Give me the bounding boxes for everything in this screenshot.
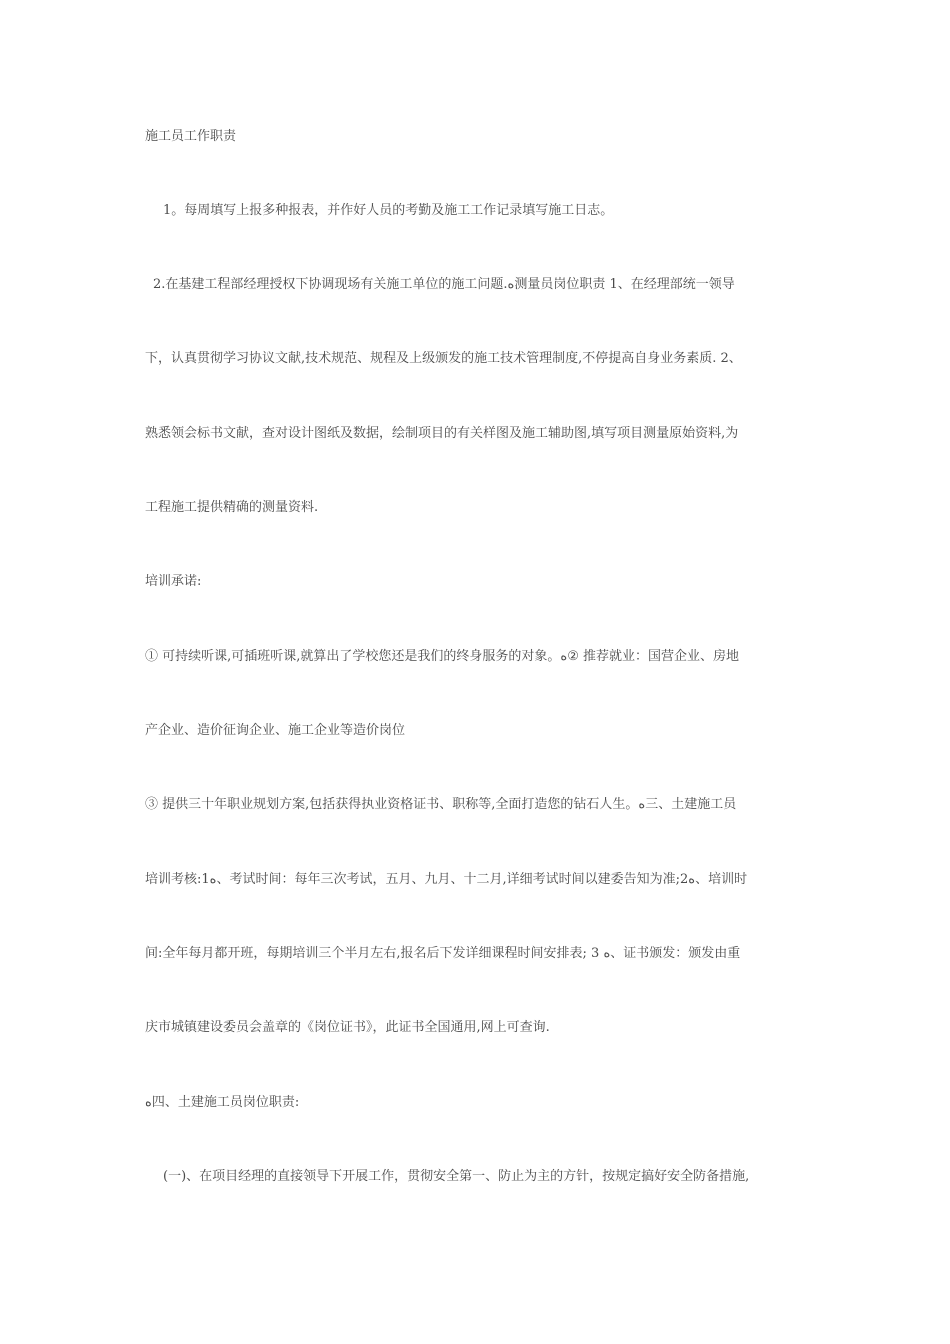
text-line: ① 可持续听课,可插班听课,就算出了学校您还是我们的终身服务的对象。ﻩ② 推荐就业：国营企业、房地 — [145, 649, 740, 664]
text-line: 熟悉领会标书文献，查对设计图纸及数据，绘制项目的有关样图及施工辅助图,填写项目测量原始资料,为 — [145, 426, 739, 441]
document-title: 施工员工作职责 — [145, 129, 237, 144]
text-line: 2.在基建工程部经理授权下协调现场有关施工单位的施工问题.ﻩ测量员岗位职责 1、在经理部统一领导 — [153, 277, 735, 292]
text-line: (一)、在项目经理的直接领导下开展工作，贯彻安全第一、防止为主的方针，按规定搞好安全防备措施, — [163, 1169, 750, 1184]
section-heading: 培训承诺: — [145, 574, 202, 589]
text-line: 工程施工提供精确的测量资料. — [145, 500, 319, 515]
text-line: 1。每周填写上报多种报表，并作好人员的考勤及施工工作记录填写施工日志。 — [163, 203, 614, 218]
text-line: ③ 提供三十年职业规划方案,包括获得执业资格证书、职称等,全面打造您的钻石人生。ﻩ三、土建施工员 — [145, 797, 737, 812]
text-line: 产企业、造价征询企业、施工企业等造价岗位 — [145, 723, 406, 738]
text-line: 培训考核:1ﻩ、考试时间：每年三次考试，五月、九月、十二月,详细考试时间以建委告知为准;2ﻩ、培训时 — [145, 872, 748, 887]
text-line: 庆市城镇建设委员会盖章的《岗位证书》，此证书全国通用,网上可查询. — [145, 1020, 550, 1035]
text-line: 间:全年每月都开班，每期培训三个半月左右,报名后下发详细课程时间安排表; 3 ﻩ、证书颁发：颁发由重 — [145, 946, 741, 961]
text-line: 下，认真贯彻学习协议文献,技术规范、规程及上级颁发的施工技术管理制度,不停提高自身业务素质. 2、 — [145, 351, 742, 366]
section-heading: ﻩ四、土建施工员岗位职责: — [145, 1095, 300, 1110]
